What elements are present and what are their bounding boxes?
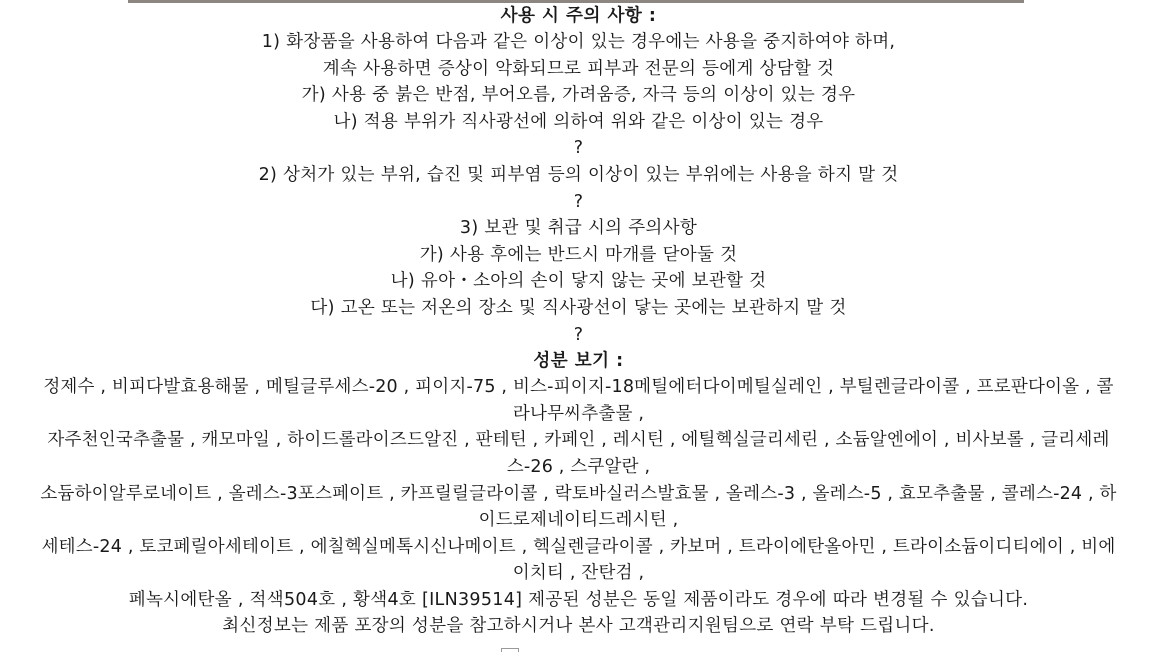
caution-line: ? [573,324,584,345]
caution-line: 3) 보관 및 취급 시의 주의사항 [459,218,698,239]
bottom-image-edge [501,648,519,652]
caution-line: 다) 고온 또는 저온의 장소 및 직사광선이 닿는 곳에는 보관하지 말 것 [310,297,847,318]
caution-line: ? [573,191,584,212]
caution-line: 계속 사용하면 증상이 악화되므로 피부과 전문의 등에게 상담할 것 [322,58,835,79]
caution-line: 가) 사용 후에는 반드시 마개를 닫아둘 것 [419,244,738,265]
caution-line: 나) 적용 부위가 직사광선에 의하여 위와 같은 이상이 있는 경우 [333,111,824,132]
caution-line: 2) 상처가 있는 부위, 습진 및 피부염 등의 이상이 있는 부위에는 사용을 하지 말 것 [258,164,899,185]
product-notice [40,3,1117,640]
caution-line: 1) 화장품을 사용하여 다음과 같은 이상이 있는 경우에는 사용을 중지하여야 하며, [261,32,896,52]
ingredient-line: 자주천인국추출물 , 캐모마일 , 하이드롤라이즈드알진 , 판테틴 , 카페인 , 레시틴 , 에틸헥실글리세린 , 소듐알엔에이 , 비사보롤 , 글리세레스-26 , 스쿠알란 , [47,430,1110,477]
caution-line: 가) 사용 중 붉은 반점, 부어오름, 가려움증, 자극 등의 이상이 있는 경우 [301,85,856,106]
caution-line: ? [573,138,584,159]
ingredient-line: 소듐하이알루로네이트 , 올레스-3포스페이트 , 카프릴릴글라이콜 , 락토바실러스발효물 , 올레스-3 , 올레스-5 , 효모추출물 , 콜레스-24 , 하이드로제네이티드레시틴 , [40,483,1117,531]
ingredients-heading: 성분 보기 : [533,351,624,372]
caution-heading: 사용 시 주의 사항 : [500,6,657,26]
caution-line: 나) 유아・소아의 손이 닿지 않는 곳에 보관할 것 [390,271,767,292]
ingredient-line: 세테스-24 , 토코페릴아세테이트 , 에칠헥실메톡시신나메이트 , 헥실렌글라이콜 , 카보머 , 트라이에탄올아민 , 트라이소듐이디티에이 , 비에이치티 , 잔탄검 , [41,536,1116,584]
ingredient-line: 정제수 , 비피다발효용해물 , 메틸글루세스-20 , 피이지-75 , 비스-피이지-18메틸에터다이메틸실레인 , 부틸렌글라이콜 , 프로판다이올 , 콜라나무씨추출물 , [43,377,1114,424]
footer-line: 페녹시에탄올 , 적색504호 , 황색4호 [ILN39514] 제공된 성분은 동일 제품이라도 경우에 따라 변경될 수 있습니다. [128,589,1029,610]
footer-line: 최신정보는 제품 포장의 성분을 참고하시거나 본사 고객관리지원팀으로 연락 부탁 드립니다. [222,616,935,637]
